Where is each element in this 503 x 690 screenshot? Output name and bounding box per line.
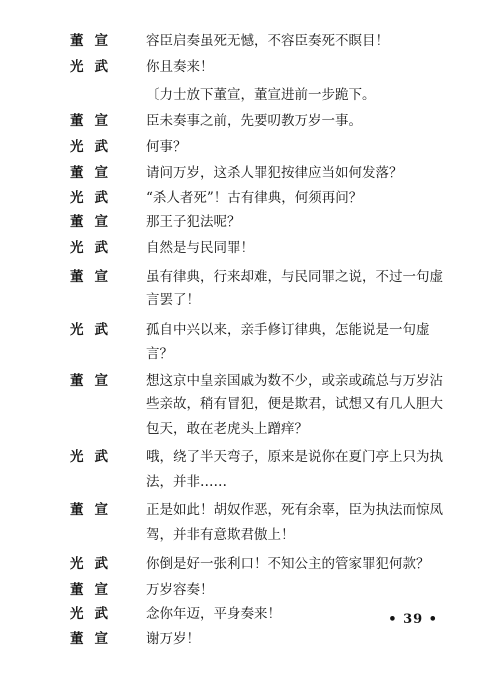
speaker-name: 光武: [70, 556, 119, 572]
page-number: • 39 •: [388, 612, 438, 627]
script-line: [0, 524, 503, 546]
script-line: [0, 446, 503, 468]
dialogue-text: 言？: [146, 346, 173, 362]
dialogue-text: 驾，并非有意欺君傲上！: [146, 527, 295, 543]
script-line: [0, 628, 503, 650]
script-line: [0, 343, 503, 365]
script-line: [0, 136, 503, 158]
speaker-name: 光武: [70, 240, 119, 256]
dialogue-text: 言罢了！: [146, 292, 200, 308]
script-line: [0, 187, 503, 209]
speaker-name: 光武: [70, 322, 119, 338]
script-line: [0, 418, 503, 440]
dialogue-text: 包天，敢在老虎头上蹭痒？: [146, 421, 308, 437]
dialogue-text: 念你年迈，平身奏来！: [146, 606, 281, 622]
speaker-name: 董宣: [70, 631, 119, 647]
dialogue-text: 你且奏来！: [146, 59, 214, 75]
speaker-name: 董宣: [70, 214, 119, 230]
script-line: [0, 56, 503, 78]
script-line: [0, 84, 503, 106]
dialogue-text: 些亲故，稍有冒犯，便是欺君，试想又有几人胆大: [146, 396, 443, 412]
script-line: [0, 289, 503, 311]
dialogue-text: 谢万岁！: [146, 631, 200, 647]
speaker-name: 董宣: [70, 269, 119, 285]
script-line: [0, 30, 503, 52]
script-line: [0, 471, 503, 493]
dialogue-text: 臣未奏事之前，先要叨教万岁一事。: [146, 113, 362, 129]
speaker-name: 光武: [70, 449, 119, 465]
speaker-name: 董宣: [70, 502, 119, 518]
dialogue-text: 自然是与民同罪！: [146, 240, 254, 256]
dialogue-text: 想这京中皇亲国戚为数不少，或亲或疏总与万岁沾: [146, 373, 443, 389]
dialogue-text: 那王子犯法呢？: [146, 214, 241, 230]
script-line: [0, 266, 503, 288]
script-line: [0, 237, 503, 259]
dialogue-text: 孤自中兴以来，亲手修订律典，怎能说是一句虚: [146, 322, 430, 338]
speaker-name: 董宣: [70, 33, 119, 49]
script-line: [0, 370, 503, 392]
dialogue-text: 万岁容奏！: [146, 582, 214, 598]
script-line: [0, 162, 503, 184]
script-line: [0, 393, 503, 415]
script-line: [0, 211, 503, 233]
stage-direction: 〔力士放下董宣，董宣进前一步跪下。: [146, 87, 376, 103]
script-line: [0, 553, 503, 575]
dialogue-text: 请问万岁，这杀人罪犯按律应当如何发落？: [146, 165, 403, 181]
dialogue-text: 法，并非……: [146, 474, 227, 490]
speaker-name: 光武: [70, 59, 119, 75]
speaker-name: 董宣: [70, 113, 119, 129]
dialogue-text: 何事？: [146, 139, 187, 155]
speaker-name: 光武: [70, 190, 119, 206]
script-line: [0, 499, 503, 521]
dialogue-text: 正是如此！胡奴作恶，死有余辜，臣为执法而惊凤: [146, 502, 443, 518]
dialogue-text: 虽有律典，行来却难，与民同罪之说，不过一句虚: [146, 269, 443, 285]
script-line: [0, 110, 503, 132]
dialogue-text: “杀人者死”！古有律典，何须再问？: [146, 190, 363, 206]
dialogue-text: 容臣启奏虽死无憾，不容臣奏死不瞑目！: [146, 33, 389, 49]
script-line: [0, 579, 503, 601]
script-line: [0, 319, 503, 341]
speaker-name: 董宣: [70, 373, 119, 389]
speaker-name: 光武: [70, 606, 119, 622]
dialogue-text: 哦，绕了半天弯子，原来是说你在夏门亭上只为执: [146, 449, 443, 465]
dialogue-text: 你倒是好一张利口！不知公主的管家罪犯何款？: [146, 556, 430, 572]
speaker-name: 董宣: [70, 165, 119, 181]
speaker-name: 光武: [70, 139, 119, 155]
speaker-name: 董宣: [70, 582, 119, 598]
